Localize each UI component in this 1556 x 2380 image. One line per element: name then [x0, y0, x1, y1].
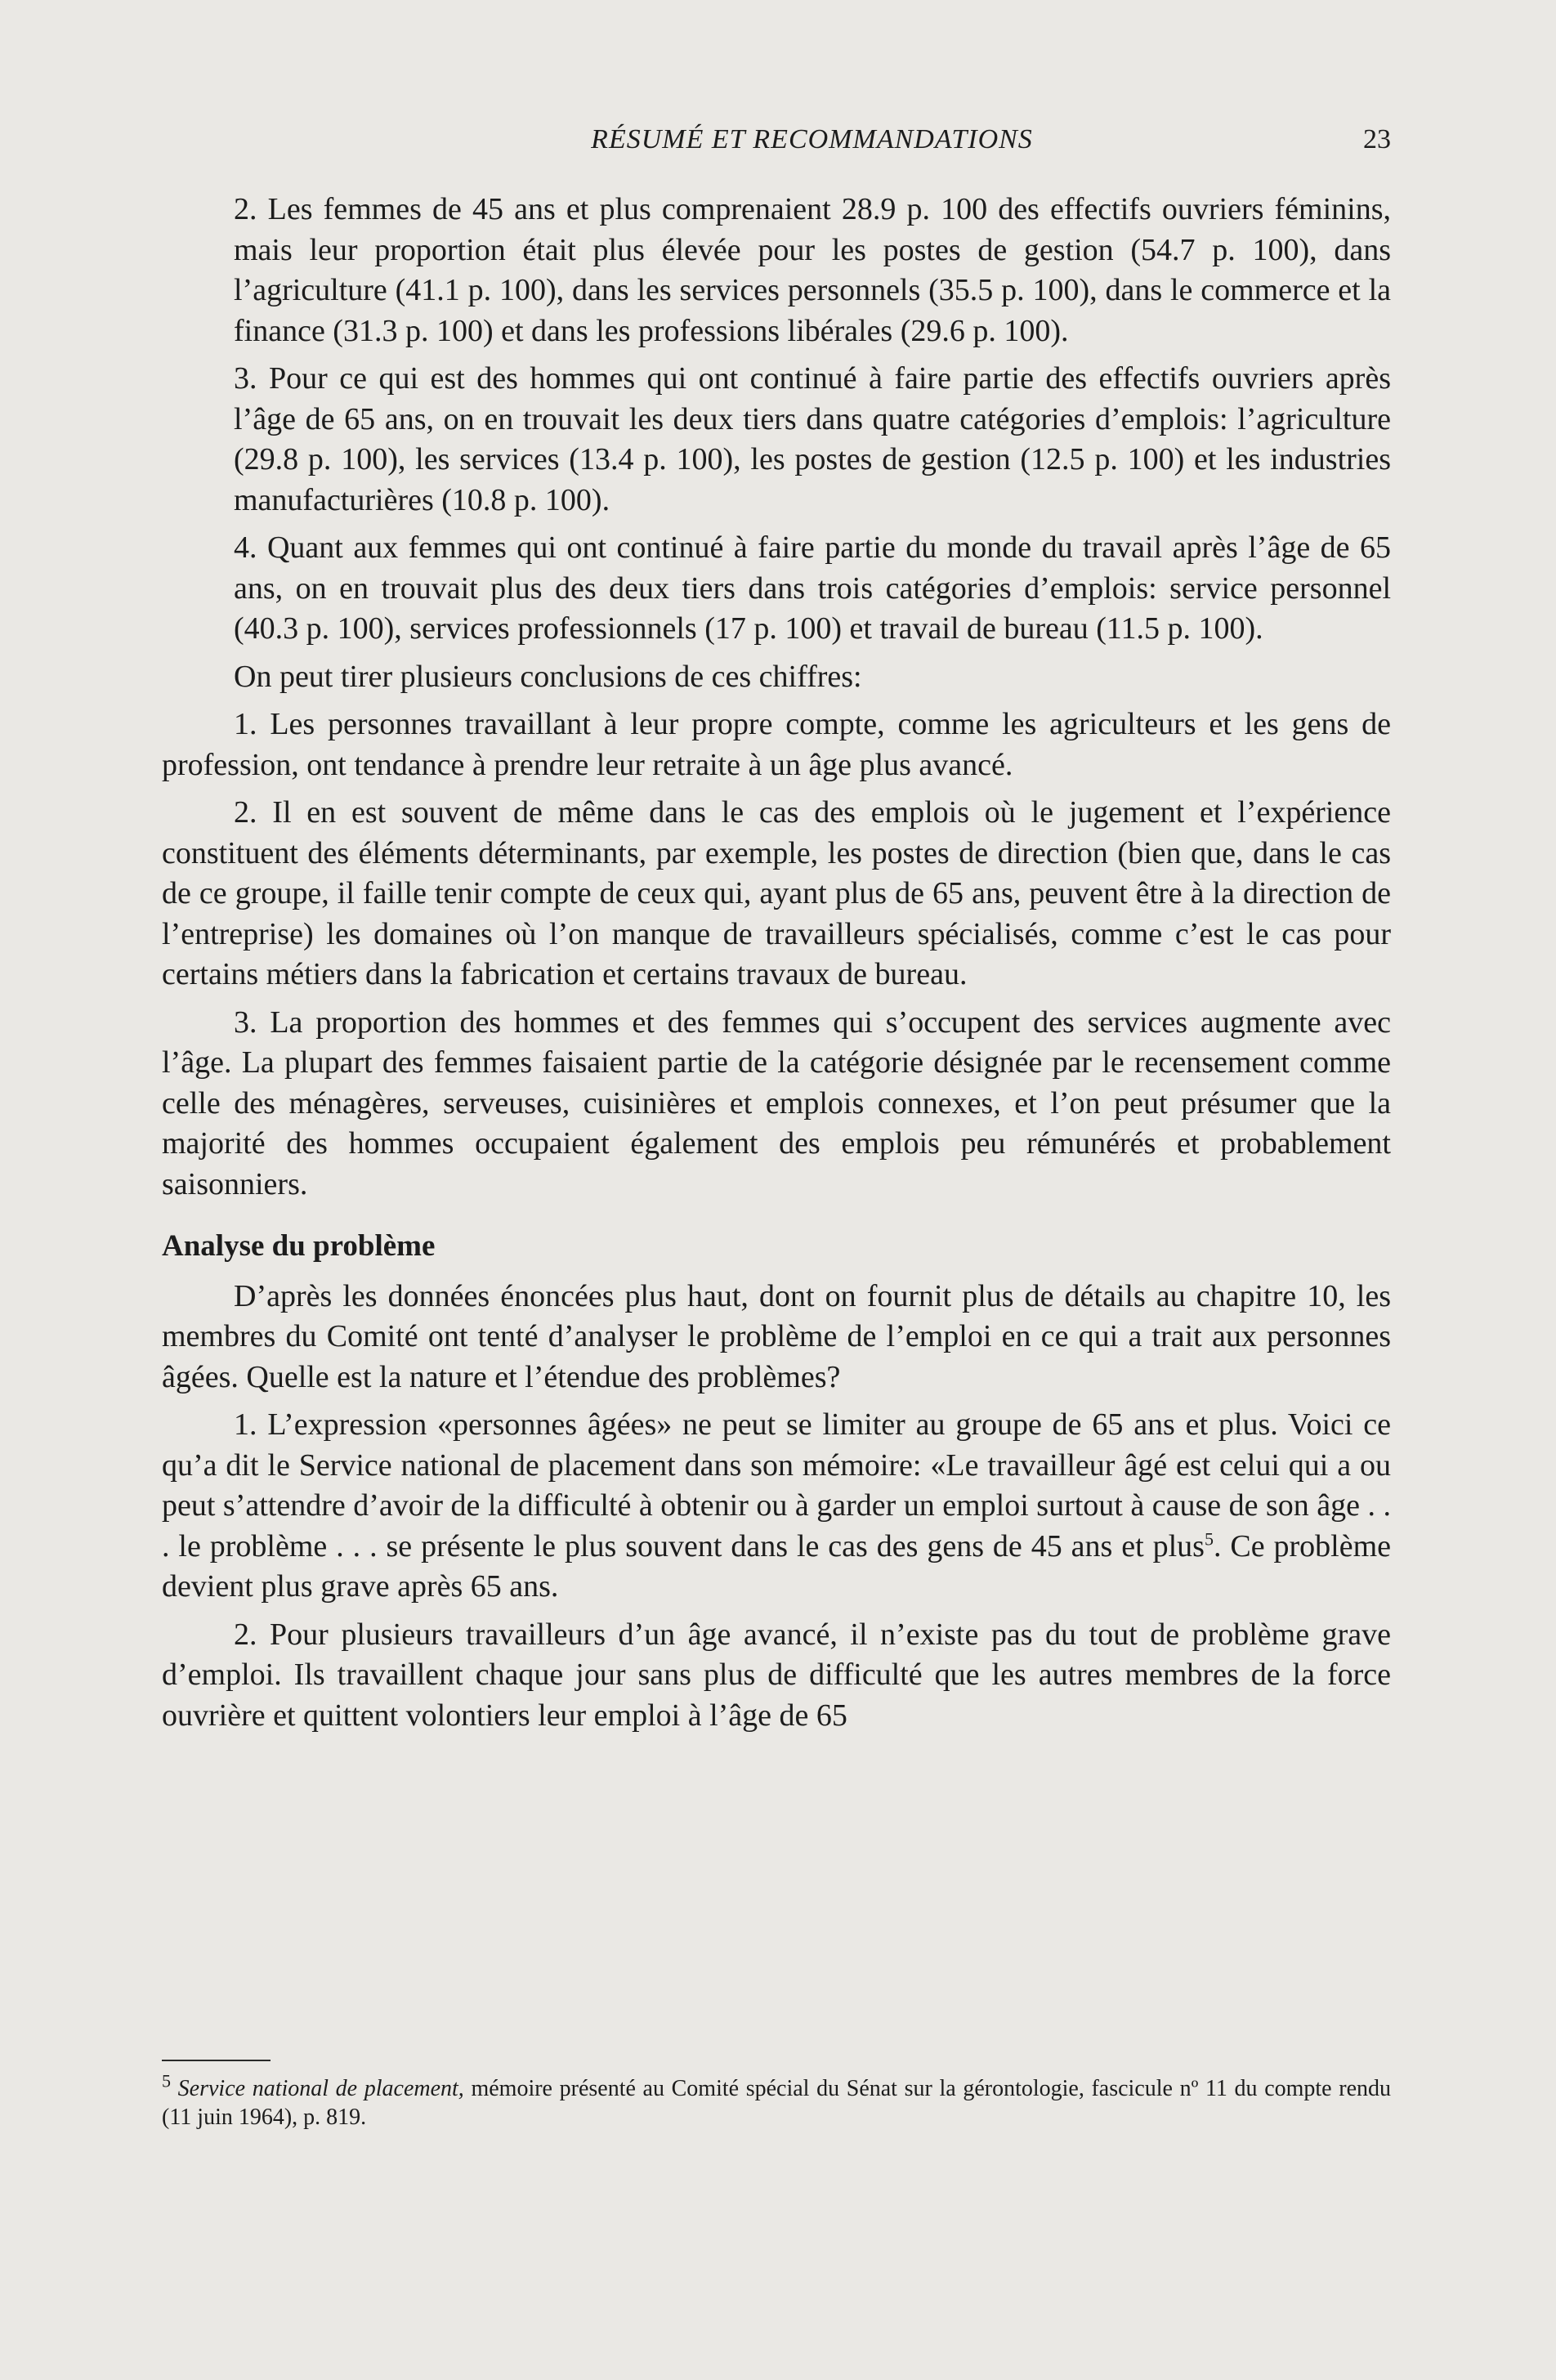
body-text	[162, 190, 1391, 1743]
footnote-marker: 5	[162, 2070, 171, 2091]
analysis-1-text: 1. L’expression «personnes âgées» ne peut se limiter au groupe de 65 ans et plus. Voici ce qu’a dit le Service national de placement dans son mémoire: «Le travailleur âgé est celui qui a ou peut s’attendre d’avoir de la difficulté à obtenir ou à garder un emploi surtout à cause de son âge . . . le problème . . . se présente le plus souvent dans le cas des gens de 45 ans et plus	[162, 1407, 1391, 1564]
page-number: 23	[1363, 124, 1391, 154]
paragraph-women-45-plus: 2. Les femmes de 45 ans et plus comprenaient 28.9 p. 100 des effectifs ouvriers féminins, mais leur proportion était plus élevée pour les postes de gestion (54.7 p. 100), dans l’agriculture (41.1 p. 100), dans les services personnels (35.5 p. 100), dans le commerce et la finance (31.3 p. 100) et dans les professions libérales (29.6 p. 100).	[234, 192, 1391, 348]
footnote	[162, 2070, 1392, 2132]
paragraph-analysis-2: 2. Pour plusieurs travailleurs d’un âge avancé, il n’existe pas du tout de problème grave d’emploi. Ils travaillent chaque jour sans plus de difficulté que les autres membres de la force ouvrière et quittent volontiers leur emploi à l’âge de 65	[162, 1617, 1391, 1733]
section-heading: Analyse du problème	[162, 1229, 436, 1263]
paragraph-women-over-65: 4. Quant aux femmes qui ont continué à faire partie du monde du travail après l’âge de 65 ans, on en trouvait plus des deux tiers dans trois catégories d’emplois: service personnel (40.3 p. 100), services professionnels (17 p. 100) et travail de bureau (11.5 p. 100).	[234, 530, 1391, 646]
paragraph-conclusion-2: 2. Il en est souvent de même dans le cas des emplois où le jugement et l’expérience constituent des éléments déterminants, par exemple, les postes de direction (bien que, dans le cas de ce groupe, il faille tenir compte de ceux qui, ayant plus de 65 ans, peuvent être à la direction de l’entreprise) les domaines où l’on manque de travailleurs spécialisés, comme c’est le cas pour certains métiers dans la fabrication et certains travaux de bureau.	[162, 795, 1391, 991]
paragraph-analysis-intro: D’après les données énoncées plus haut, dont on fournit plus de détails au chapitre 10, les membres du Comité ont tenté d’analyser le problème de l’emploi en ce qui a trait aux personnes âgées. Quelle est la nature et l’étendue des problèmes?	[162, 1278, 1391, 1394]
footnote-reference: 5	[1204, 1528, 1214, 1549]
page-header	[233, 124, 1391, 165]
footnote-source: Service national de placement,	[177, 2076, 464, 2101]
footnote-divider	[162, 2060, 271, 2061]
paragraph-conclusion-1: 1. Les personnes travaillant à leur propre compte, comme les agriculteurs et les gens de profession, ont tendance à prendre leur retraite à un âge plus avancé.	[162, 707, 1391, 782]
footnote-text: mémoire présenté au Comité spécial du Sénat sur la gérontologie, fascicule nº 11 du compte rendu (11 juin 1964), p. 819.	[162, 2076, 1392, 2130]
running-title: RÉSUMÉ ET RECOMMANDATIONS	[591, 124, 1033, 154]
paragraph-analysis-1	[162, 1405, 1391, 1608]
analysis-1-text-end: . Ce problème devient plus grave après 65 ans.	[162, 1528, 1392, 1604]
paragraph-men-over-65: 3. Pour ce qui est des hommes qui ont continué à faire partie des effectifs ouvriers après l’âge de 65 ans, on en trouvait les deux tiers dans quatre catégories d’emplois: l’agriculture (29.8 p. 100), les services (13.4 p. 100), les postes de gestion (12.5 p. 100) et les industries manufacturières (10.8 p. 100).	[234, 361, 1391, 517]
paragraph-conclusion-3: 3. La proportion des hommes et des femmes qui s’occupent des services augmente avec l’âge. La plupart des femmes faisaient partie de la catégorie désignée par le recensement comme celle des ménagères, serveuses, cuisinières et emplois connexes, et l’on peut présumer que la majorité des hommes occupaient également des emplois peu rémunérés et probablement saisonniers.	[162, 1004, 1391, 1201]
paragraph-conclusions-intro: On peut tirer plusieurs conclusions de ces chiffres:	[234, 659, 862, 694]
